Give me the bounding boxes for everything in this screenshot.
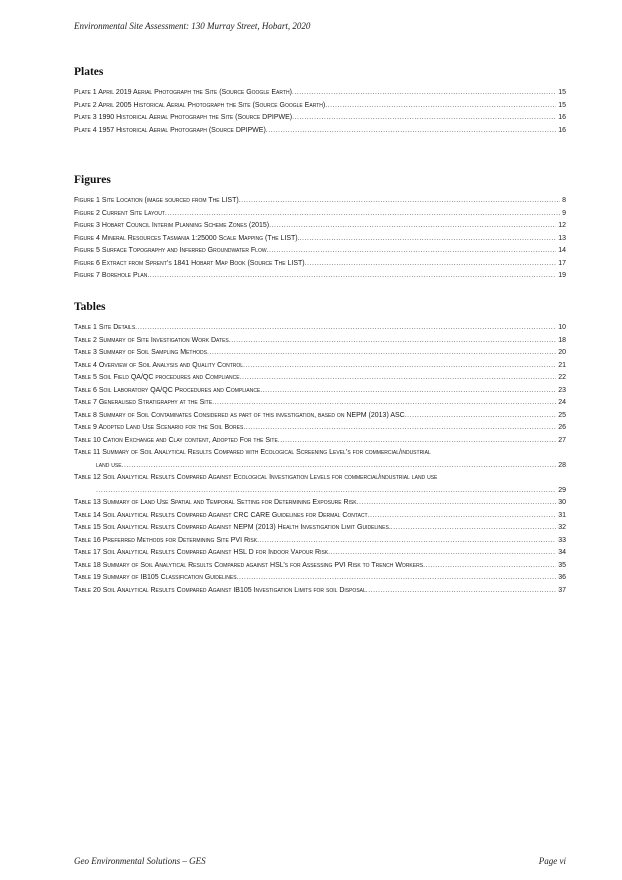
tables-heading: Tables [74,301,106,313]
toc-entry-page: 34 [558,549,566,556]
toc-entry[interactable] [74,220,566,233]
dot-leader [212,397,556,410]
toc-entry[interactable] [74,397,566,410]
toc-entry-page: 26 [558,424,566,431]
toc-entry[interactable] [74,208,566,221]
dot-leader [423,560,556,573]
dot-leader [260,385,556,398]
tables-section [74,301,566,597]
toc-entry[interactable] [74,385,566,398]
toc-entry-page: 25 [558,411,566,419]
toc-entry-page: 29 [558,486,566,494]
toc-entry-page: 12 [558,222,566,229]
toc-entry-page: 33 [558,536,566,544]
dot-leader [366,585,556,598]
toc-entry-label: Figure 4 Mineral Resources Tasmania 1:25000 Scale Mapping (The LIST). [74,234,300,242]
toc-entry-page: 21 [558,361,566,369]
running-header: Environmental Site Assessment: 130 Murray Street, Hobart, 2020 [74,21,311,31]
toc-entry-page: 9 [562,209,566,217]
dot-leader [305,258,557,271]
toc-entry-page: 18 [558,336,566,344]
toc-entry-label: Table 6 Soil Laboratory QA/QC Procedures and Compliance [74,386,261,394]
toc-entry-page: 35 [558,561,566,569]
dot-leader [391,522,556,535]
toc-entry-label: Plate 2 April 2005 Historical Aerial Photograph the Site (Source Google Earth) [74,101,326,109]
dot-leader [237,572,557,585]
toc-entry[interactable] [74,447,566,472]
toc-entry[interactable] [74,410,566,423]
toc-entry-label: Figure 6 Extract from Sprent’s 1841 Hobart Map Book (Source The LIST) [74,259,305,267]
toc-entry-label: Table 20 Soil Analytical Results Compared Against IB105 Investigation Limits for soil Disposal [74,586,366,594]
toc-entry[interactable] [74,585,566,598]
dot-leader [300,233,557,246]
toc-entry-label: Table 12 Soil Analytical Results Compared Against Ecological Investigation Levels for commercial/industrial land use [74,474,438,481]
footer-publisher: Geo Environmental Solutions – GES [74,856,206,866]
toc-entry-page: 36 [558,574,566,581]
toc-entry[interactable] [74,100,566,113]
dot-leader [207,347,556,360]
dot-leader [229,335,556,348]
dot-leader [239,195,560,208]
dot-leader [240,372,557,385]
toc-entry-page: 16 [558,126,566,134]
toc-entry[interactable] [74,560,566,573]
toc-entry-page: 13 [558,234,566,242]
toc-entry-label: Table 14 Soil Analytical Results Compared Against CRC CARE Guidelines for Dermal Contact [74,511,368,519]
toc-entry-page: 32 [558,524,566,531]
dot-leader [147,270,556,283]
toc-entry-page: 14 [558,247,566,254]
toc-entry-page: 30 [558,499,566,506]
toc-entry-label: Table 2 Summary of Site Investigation Work Dates [74,336,229,344]
toc-entry-label: Table 13 Summary of Land Use Spatial and Temporal Setting for Determining Exposure Risk [74,499,357,506]
toc-entry-label: Figure 7 Borehole Plan [74,272,148,279]
plates-heading: Plates [74,66,104,78]
toc-entry-label: Figure 3 Hobart Council Interim Planning Scheme Zones (2015) [74,222,270,229]
toc-entry-label: Table 5 Soil Field QA/QC procedures and Compliance [74,374,240,381]
toc-entry[interactable] [74,112,566,125]
toc-entry[interactable] [74,258,566,271]
toc-entry[interactable] [74,360,566,373]
toc-entry-label: Table 7 Generalised Stratigraphy at the Site [74,399,213,406]
dot-leader [325,100,556,113]
toc-entry-label: Plate 4 1957 Historical Aerial Photograph (Source DPIPWE) [74,126,266,134]
toc-entry-label: Table 19 Summary of IB105 Classification Guidelines [74,574,237,581]
dot-leader [357,497,557,510]
toc-entry-page: 20 [558,349,566,356]
toc-entry-label: Figure 5 Surface Topography and Inferred Groundwater Flow [74,247,267,254]
toc-entry[interactable] [74,535,566,548]
toc-entry[interactable] [74,270,566,283]
toc-entry[interactable] [74,335,566,348]
tables-list [74,322,566,597]
toc-entry-label: Table 17 Soil Analytical Results Compared Against HSL D for Indoor Vapour Risk [74,549,329,556]
toc-entry-page: 28 [558,461,566,469]
toc-entry[interactable] [74,472,566,497]
dot-leader [267,245,557,258]
toc-entry-label: Table 9 Adopted Land Use Scenario for the Soil Bores [74,424,244,431]
toc-entry-label: Table 11 Summary of Soil Analytical Results Compared with Ecological Screening Level’s for commercial/industrial [74,449,431,456]
toc-entry-page: 31 [558,511,566,519]
dot-leader [269,220,556,233]
toc-entry-page: 8 [562,197,566,204]
toc-entry-page: 16 [558,114,566,121]
toc-entry[interactable] [74,322,566,335]
toc-entry[interactable] [74,347,566,360]
footer-page-number: Page vi [538,856,566,866]
toc-entry-page: 23 [558,386,566,394]
toc-entry[interactable] [74,572,566,585]
toc-entry-label: Table 1 Site Details [74,324,136,331]
toc-entry-label: Table 18 Summary of Soil Analytical Results Compared against HSL’s for Assessing PVI Risk to Trench Workers [74,561,424,569]
toc-entry[interactable] [74,422,566,435]
toc-entry-page: 10 [558,324,566,331]
toc-entry-label: Table 8 Summary of Soil Contaminates Considered as part of this investigation, based on NEPM (2013) ASC [74,411,405,419]
dot-leader [278,435,556,448]
toc-entry[interactable] [74,522,566,535]
toc-entry-label: Figure 2 Current Site Layout [74,209,165,217]
plates-list [74,87,566,137]
figures-list [74,195,566,283]
dot-leader [328,547,556,560]
toc-entry-page: 24 [558,399,566,406]
figures-section [74,174,566,283]
figures-heading: Figures [74,174,111,186]
dot-leader [257,535,556,548]
plates-section [74,66,566,137]
toc-entry[interactable] [74,125,566,138]
toc-entry-label-continued: land use [96,461,122,469]
toc-entry-page: 15 [558,101,566,109]
toc-entry-page: 27 [558,436,566,444]
toc-entry-page: 15 [558,89,566,96]
dot-leader [243,360,556,373]
toc-entry[interactable] [74,510,566,523]
toc-entry-page: 17 [558,259,566,267]
toc-entry-label: Table 15 Soil Analytical Results Compared Against NEPM (2013) Health Investigation Limit Guidelines. [74,524,391,531]
toc-entry-label: Table 16 Preferred Methods for Determining Site PVI Risk [74,536,258,544]
toc-entry[interactable] [74,435,566,448]
dot-leader [292,87,556,100]
toc-entry[interactable] [74,233,566,246]
toc-entry[interactable] [74,245,566,258]
dot-leader [122,460,557,473]
dot-leader [266,125,556,138]
dot-leader [96,485,556,498]
dot-leader [405,410,556,423]
toc-entry[interactable] [74,372,566,385]
toc-entry-label: Plate 1 April 2019 Aerial Photograph the Site (Source Google Earth) [74,89,292,96]
dot-leader [165,208,560,221]
toc-entry-label: Plate 3 1990 Historical Aerial Photograph the Site (Source DPIPWE) [74,114,293,121]
running-footer [74,856,566,866]
dot-leader [135,322,556,335]
dot-leader [243,422,556,435]
toc-entry-label: Table 10 Cation Exchange and Clay content, Adopted For the Site [74,436,278,444]
toc-entry-label: Figure 1 Site Location (image sourced from The LIST) [74,197,239,204]
toc-entry[interactable] [74,87,566,100]
toc-entry[interactable] [74,195,566,208]
dot-leader [292,112,556,125]
toc-entry-label: Table 3 Summary of Soil Sampling Methods [74,349,207,356]
toc-entry-page: 22 [558,374,566,381]
toc-entry-page: 19 [558,272,566,279]
toc-entry-page: 37 [558,586,566,594]
toc-entry[interactable] [74,547,566,560]
toc-entry-label: Table 4 Overview of Soil Analysis and Quality Control [74,361,244,369]
dot-leader [368,510,557,523]
toc-entry[interactable] [74,497,566,510]
